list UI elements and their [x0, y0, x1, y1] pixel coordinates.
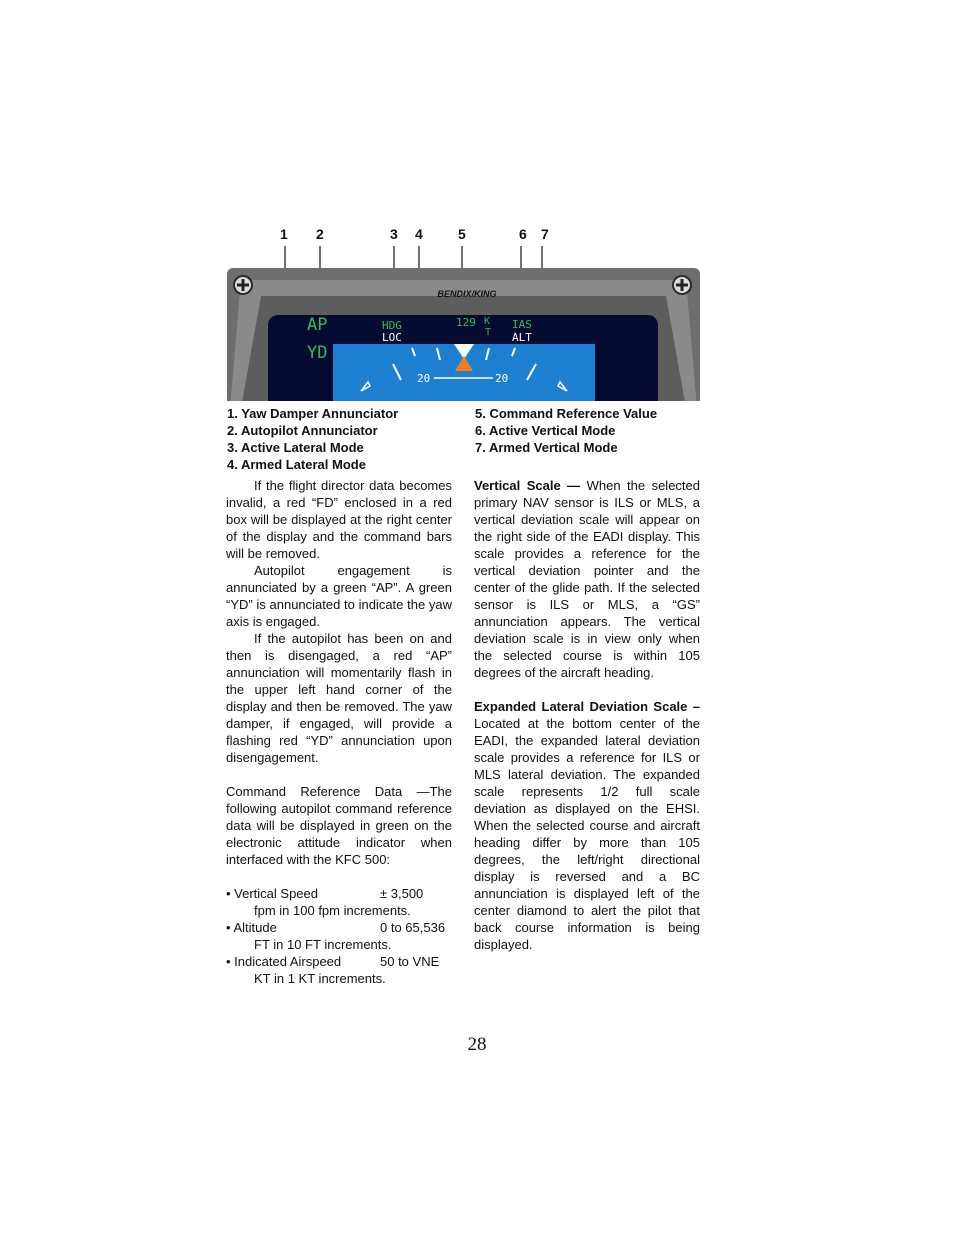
bullet-value: 50 to VNE — [380, 954, 440, 969]
list-item — [226, 953, 452, 970]
heading-vertical-scale: Vertical Scale — — [474, 478, 581, 493]
body-expanded-lateral: Located at the bottom center of the EADI, the expanded lateral deviation scale provides a reference for ILS or MLS lateral deviation. The expanded scale represents 1/2 full scale deviation as displayed on the EHSI. When the selected course and aircraft heading differ by more than 105 degrees, the left/right directional display is reversed and a BC annunciation is displayed left of the center diamond to alert the pilot that back course information is being displayed. — [474, 716, 700, 952]
command-unit-bottom: T — [485, 327, 492, 338]
screw-right-icon — [672, 275, 692, 295]
command-reference-value: 129 — [456, 316, 476, 329]
active-lateral-mode: HDG — [382, 319, 402, 332]
bullet-continuation: fpm in 100 fpm increments. — [254, 903, 411, 918]
paragraph-vertical-scale — [474, 477, 700, 681]
left-column — [226, 477, 452, 987]
bullet-list — [226, 885, 452, 987]
callout-6: 6 — [519, 226, 527, 242]
bullet-label: • Indicated Airspeed — [226, 954, 342, 969]
screw-left-icon — [233, 275, 253, 295]
captions-left — [227, 405, 398, 473]
heading-expanded-lateral: Expanded Lateral Deviation Scale – — [474, 699, 700, 714]
armed-vertical-mode: ALT — [512, 331, 532, 344]
callout-1: 1 — [280, 226, 288, 242]
bullet-continuation: FT in 10 FT increments. — [254, 937, 392, 952]
caption-6: 6. Active Vertical Mode — [475, 423, 616, 438]
ap-annunciator: AP — [307, 315, 328, 335]
bullet-value: ± 3,500 — [380, 886, 424, 901]
body-vertical-scale: When the selected primary NAV sensor is ILS or MLS, a vertical deviation scale will appear on the right side of the EADI display. This scale provides a reference for the vertical deviation pointer and the center of the glide path. If the selected sensor is ILS or MLS, a “GS” annunciation appears. The vertical deviation scale is in view only when the selected course is within 105 degrees of the aircraft heading. — [474, 478, 700, 680]
caption-5: 5. Command Reference Value — [475, 406, 658, 421]
callout-3: 3 — [390, 226, 398, 242]
pitch-label-right: 20 — [495, 372, 509, 385]
callout-7: 7 — [541, 226, 549, 242]
list-item — [226, 885, 452, 902]
active-vertical-mode: IAS — [512, 318, 532, 331]
yd-annunciator: YD — [307, 343, 328, 363]
caption-1: 1. Yaw Damper Annunciator — [227, 406, 399, 421]
callout-5: 5 — [458, 226, 466, 242]
right-column — [474, 477, 700, 953]
armed-lateral-mode: LOC — [382, 331, 402, 344]
paragraph-command-reference: Command Reference Data —The following autopilot command reference data will be displayed in green on the electronic attitude indicator when interfaced with the KFC 500: — [226, 784, 452, 867]
callout-2: 2 — [316, 226, 324, 242]
caption-4: 4. Armed Lateral Mode — [227, 457, 366, 472]
caption-2: 2. Autopilot Annunciator — [227, 423, 378, 438]
page-number: 28 — [467, 1034, 487, 1055]
paragraph-ap-disengage: If the autopilot has been on and then is disengaged, a red “AP” annunciation will momentarily flash in the upper left hand corner of the display and then be removed. The yaw damper, if engaged, will provide a flashing red “YD” annunciation upon disengagement. — [226, 631, 452, 765]
caption-7: 7. Armed Vertical Mode — [475, 440, 618, 455]
command-unit-top: K — [484, 316, 491, 327]
paragraph-expanded-lateral — [474, 698, 700, 953]
bullet-continuation: KT in 1 KT increments. — [254, 971, 386, 986]
paragraph-ap-engagement: Autopilot engagement is annunciated by a green “AP”. A green “YD” is annunciated to indicate the yaw axis is engaged. — [226, 563, 452, 629]
captions-right — [475, 405, 657, 456]
bullet-value: 0 to 65,536 — [380, 920, 446, 935]
bullet-label: • Altitude — [226, 920, 277, 935]
brand-logo: BENDIX/KING — [437, 289, 497, 299]
eadi-figure — [227, 268, 700, 401]
callout-4: 4 — [415, 226, 423, 242]
paragraph-fd-invalid: If the flight director data becomes invalid, a red “FD” enclosed in a red box will be displayed at the right center of the display and the command bars will be removed. — [226, 478, 452, 561]
bullet-label: • Vertical Speed — [226, 886, 318, 901]
caption-3: 3. Active Lateral Mode — [227, 440, 364, 455]
pitch-label-left: 20 — [417, 372, 431, 385]
list-item — [226, 919, 452, 936]
